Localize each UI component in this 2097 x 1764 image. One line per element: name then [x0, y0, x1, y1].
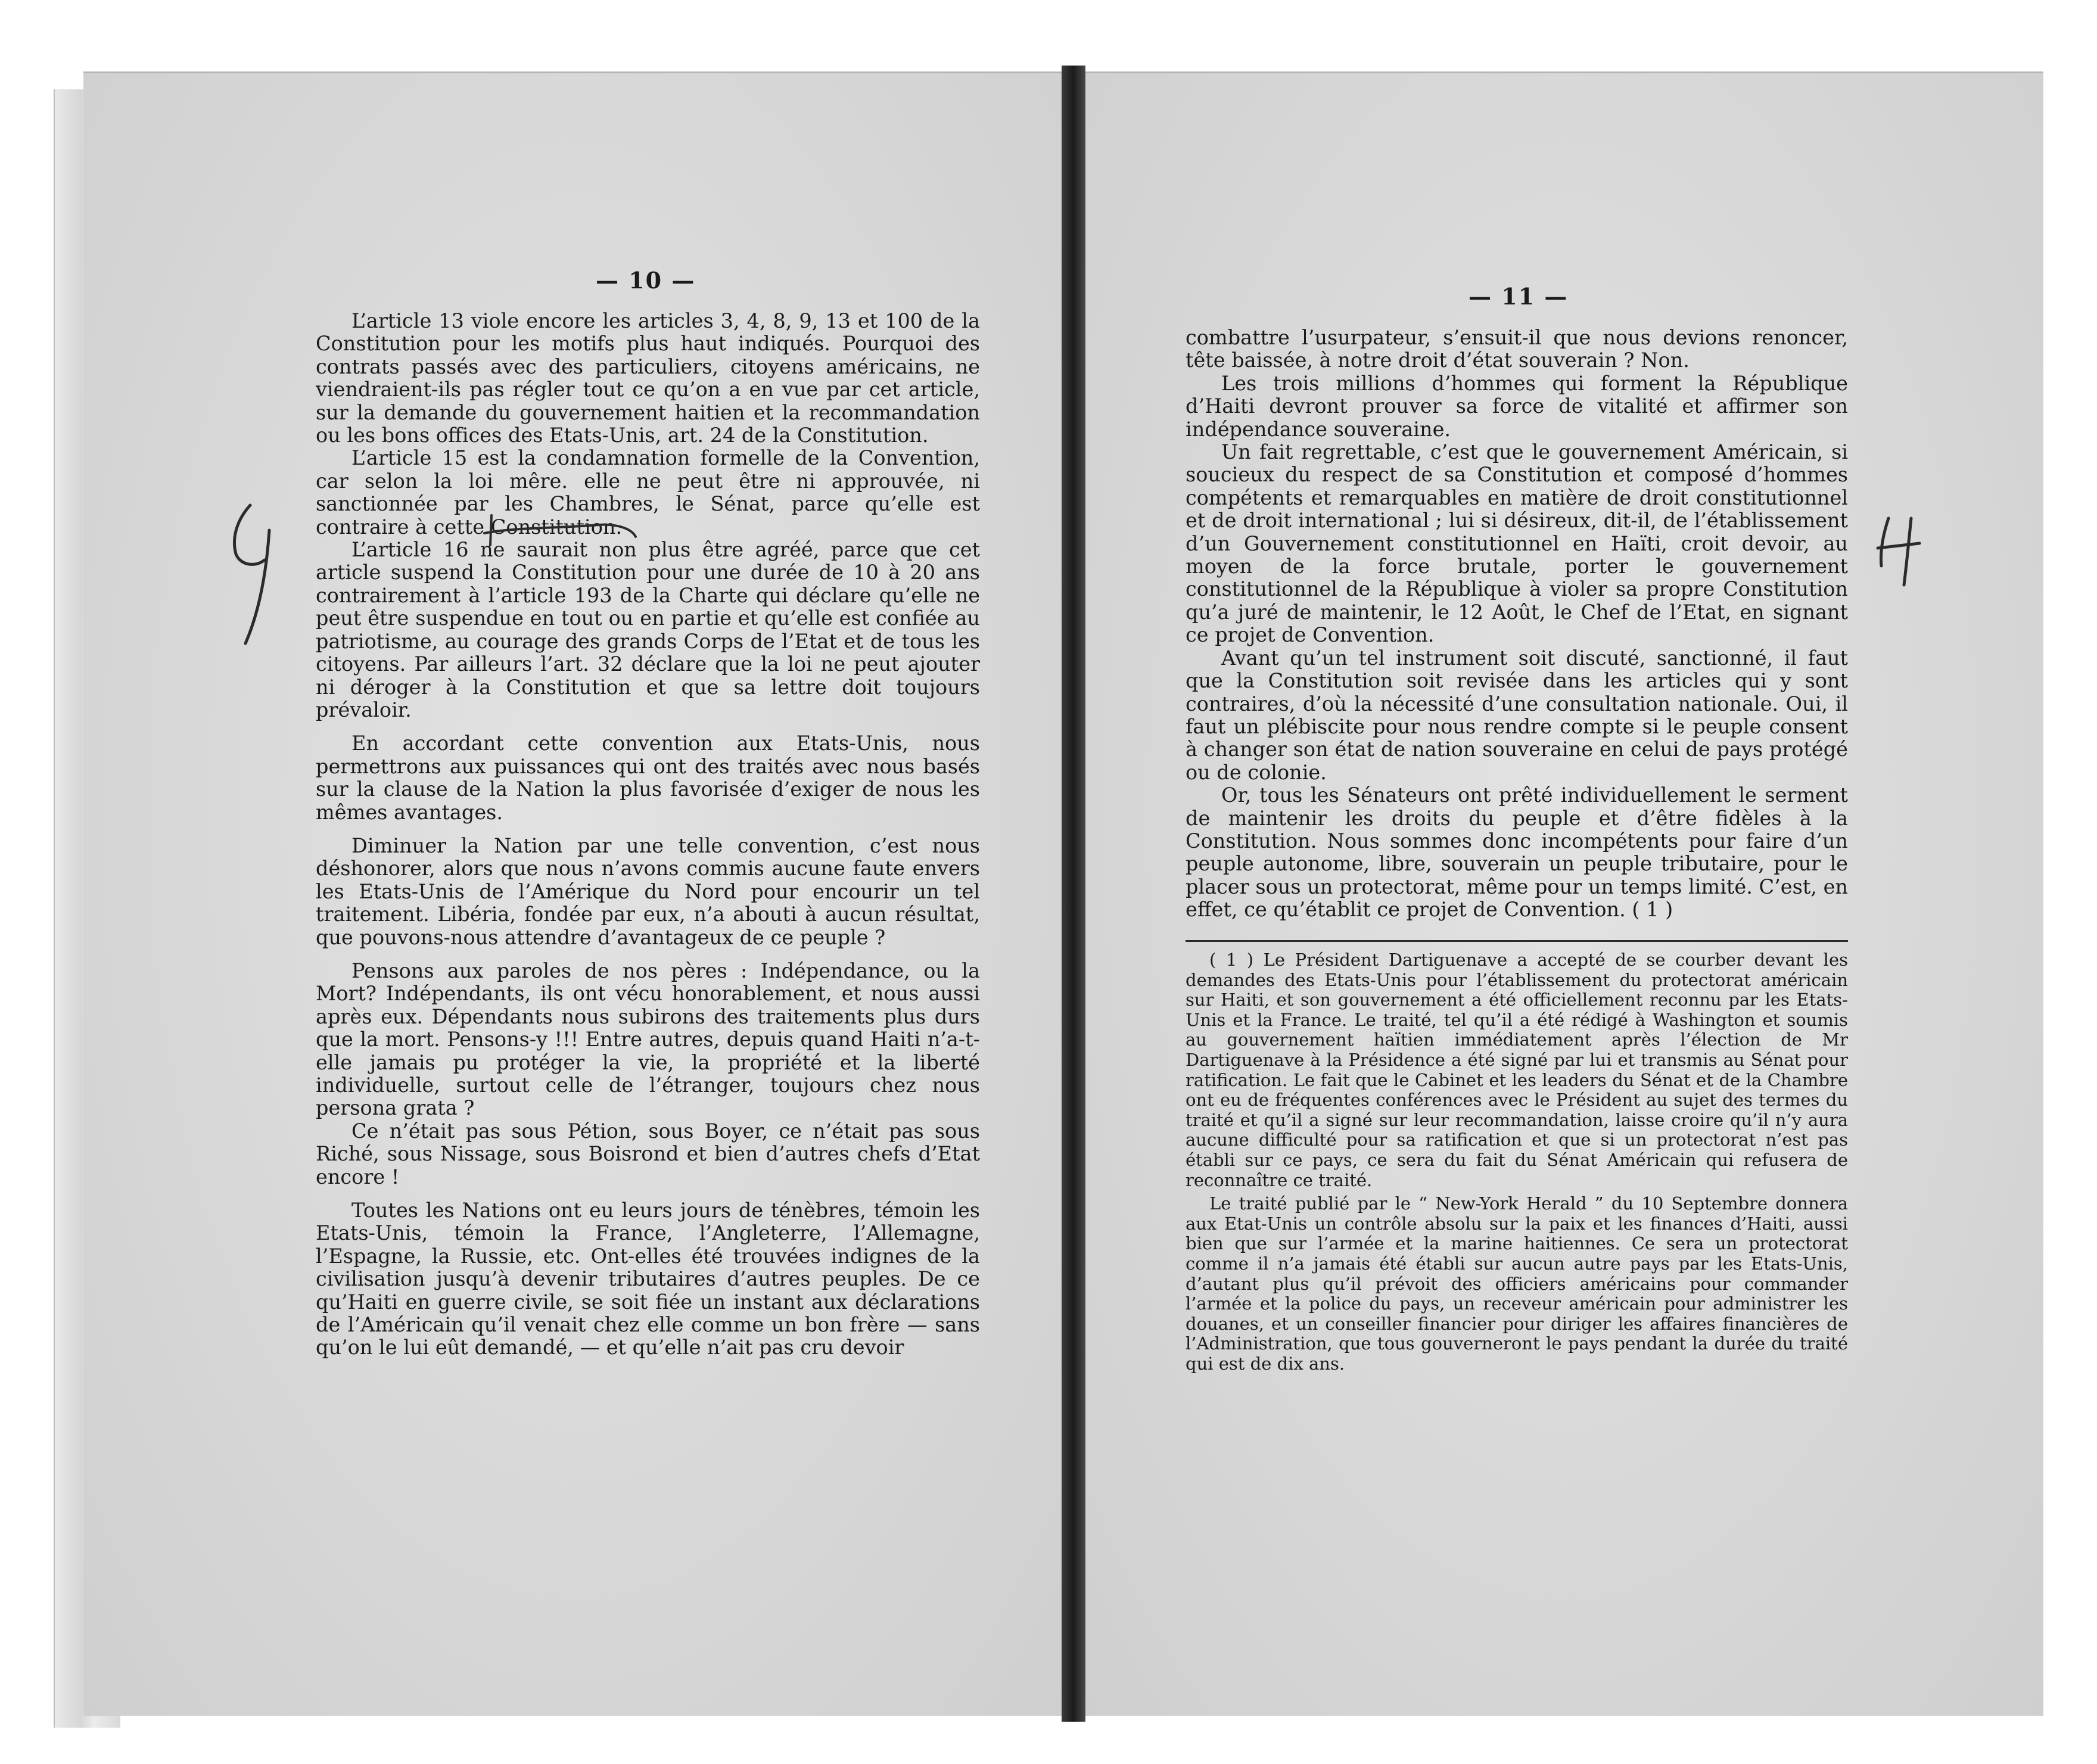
paragraph: Or, tous les Sénateurs ont prêté individuellement le serment de maintenir les droits du peuple et d’être fidèles à la Constitution. Nous sommes donc incompétents pour faire d’un peuple autonome, libre, souverain un peuple tributaire, pour le placer sous un protectorat, même pour un temps limité. C’est, en effet, ce qu’établit ce projet de Convention. ( 1 ) — [1186, 783, 1848, 922]
footnote-rule — [1186, 940, 1848, 942]
paragraph: L’article 13 viole encore les articles 3, 4, 8, 9, 13 et 100 de la Constitution pour les motifs plus haut indiqués. Pourquoi des contrats passés avec des particuliers, citoyens américains, ne viendraient-ils pas régler tout ce qu’on a en vue par cet article, sur la demande du gouvernement haitien et la recommandation ou les bons offices des Etats-Unis, art. 24 de la Constitution. — [316, 309, 980, 447]
footnote: ( 1 ) Le Président Dartiguenave a accepté de se courber devant les demandes des Etats-Unis pour l’établissement du protectorat américain sur Haiti, et son gouvernement a été officiellement reconnu par les Etats-Unis et la France. Le traité, tel qu’il a été rédigé à Washington et soumis au gouvernement haïtien immédiatement après l’élection de Mr Dartiguenave à la Présidence a été signé par lui et transmis au Sénat pour ratification. Le fait que le Cabinet et les leaders du Sénat et de la Chambre ont eu de fréquentes conférences avec le Président au sujet des termes du traité et qu’il a signé sur leur recommandation, laisse croire qu’il n’y aura aucune difficulté pour sa ratification et que si un protectorat n’est pas établi sur ce pays, ce sera du fait du Sénat Américain qui refusera de reconnaître ce traité. — [1186, 950, 1848, 1190]
pencil-mark-left-icon — [214, 494, 286, 649]
footnote: Le traité publié par le “ New-York Herald ” du 10 Septembre donnera aux Etat-Unis un contrôle absolu sur la paix et les finances d’Haiti, aussi bien que sur l’armée et la marine haitiennes. Ce sera un protectorat comme il n’a jamais été établi sur aucun autre pays par les Etats-Unis, d’autant plus qu’il prévoit des officiers américains pour commander l’armée et la police du pays, un receveur américain pour administrer les douanes, et un conseiller financier pour diriger les affaires financières de l’Administration, que tous gouverneront le pays pendant la durée du traité qui est de dix ans. — [1186, 1193, 1848, 1374]
paragraph: Ce n’était pas sous Pétion, sous Boyer, ce n’était pas sous Riché, sous Nissage, sous Boisrond et bien d’autres chefs d’Etat encore ! — [316, 1119, 980, 1189]
pencil-strike-icon — [480, 509, 640, 551]
right-page-number: — 11 — — [1468, 283, 1569, 310]
left-page-text — [316, 310, 980, 1359]
paragraph: Pensons aux paroles de nos pères : Indépendance, ou la Mort? Indépendants, ils ont vécu honorablement, et nous aussi après eux. Dépendants nous subirons des traitements plus durs que la mort. Pensons-y !!! Entre autres, depuis quand Haiti n’a-t-elle jamais pu protéger la vie, la propriété et la liberté individuelle, surtout celle de l’étranger, toujours chez nous persona grata ? — [316, 959, 980, 1120]
left-page-number: — 10 — — [596, 267, 696, 294]
paragraph: Un fait regrettable, c’est que le gouvernement Américain, si soucieux du respect de sa Constitution et composé d’hommes compétents et remarquables en matière de droit constitutionnel et de droit international ; lui si désireux, dit-il, de l’établissement d’un Gouvernement constitutionnel en Haïti, croit devoir, au moyen de la force brutale, porter le gouvernement constitutionnel de la République à violer sa propre Constitution qu’a juré de maintenir, le 12 Août, le Chef de l’Etat, en signant ce projet de Convention. — [1186, 440, 1848, 647]
paragraph: Diminuer la Nation par une telle convention, c’est nous déshonorer, alors que nous n’avons commis aucune faute envers les Etats-Unis de l’Amérique du Nord pour encourir un tel traitement. Libéria, fondée par eux, n’a abouti à aucun résultat, que pouvons-nous attendre d’avantageux de ce peuple ? — [316, 833, 980, 949]
paragraph: L’article 15 est la condamnation formelle de la Convention, car selon la loi mêre. elle ne peut être ni approuvée, ni sanctionnée par les Chambres, le Sénat, parce qu’elle est contraire à cette Constitution. — [316, 446, 980, 539]
paragraph: Les trois millions d’hommes qui forment la République d’Haiti devront prouver sa force de vitalité et affirmer son indépendance souveraine. — [1186, 371, 1848, 441]
footnotes — [1186, 950, 1848, 1374]
pencil-mark-right-icon — [1865, 506, 1936, 590]
paragraph: combattre l’usurpateur, s’ensuit-il que nous devions renoncer, tête baissée, à notre droit d’état souverain ? Non. — [1186, 326, 1848, 372]
paragraph: L’article 16 ne saurait non plus être agréé, parce que cet article suspend la Constitution pour une durée de 10 à 20 ans contrairement à l’article 193 de la Charte qui déclare qu’elle ne peut être suspendue en tout ou en partie et qu’elle est confiée au patriotisme, au courage des grands Corps de l’Etat et de tous les citoyens. Par ailleurs l’art. 32 déclare que la loi ne peut ajouter ni déroger à la Constitution et que sa lettre doit toujours prévaloir. — [316, 538, 980, 721]
book-gutter — [1062, 66, 1085, 1722]
paragraph: En accordant cette convention aux Etats-Unis, nous permettrons aux puissances qui ont des traités avec nous basés sur la clause de la Nation la plus favorisée d’exiger de nous les mêmes avantages. — [316, 732, 980, 824]
paragraph: Avant qu’un tel instrument soit discuté, sanctionné, il faut que la Constitution soit revisée dans les articles qui y sont contraires, d’où la nécessité d’une consultation nationale. Oui, il faut un plébiscite pour nous rendre compte si le peuple consent à changer son état de nation souveraine en celui de pays protégé ou de colonie. — [1186, 646, 1848, 784]
paragraph: Toutes les Nations ont eu leurs jours de ténèbres, témoin les Etats-Unis, témoin la France, l’Angleterre, l’Allemagne, l’Espagne, la Russie, etc. Ont-elles été trouvées indignes de la civilisation jusqu’à devenir tributaires d’autres peuples. De ce qu’Haiti en guerre civile, se soit fiée un instant aux déclarations de l’Américain qu’il venait chez elle comme un bon frère — sans qu’on le lui eût demandé, — et qu’elle n’ait pas cru devoir — [316, 1199, 980, 1359]
right-page-text — [1186, 326, 1848, 922]
